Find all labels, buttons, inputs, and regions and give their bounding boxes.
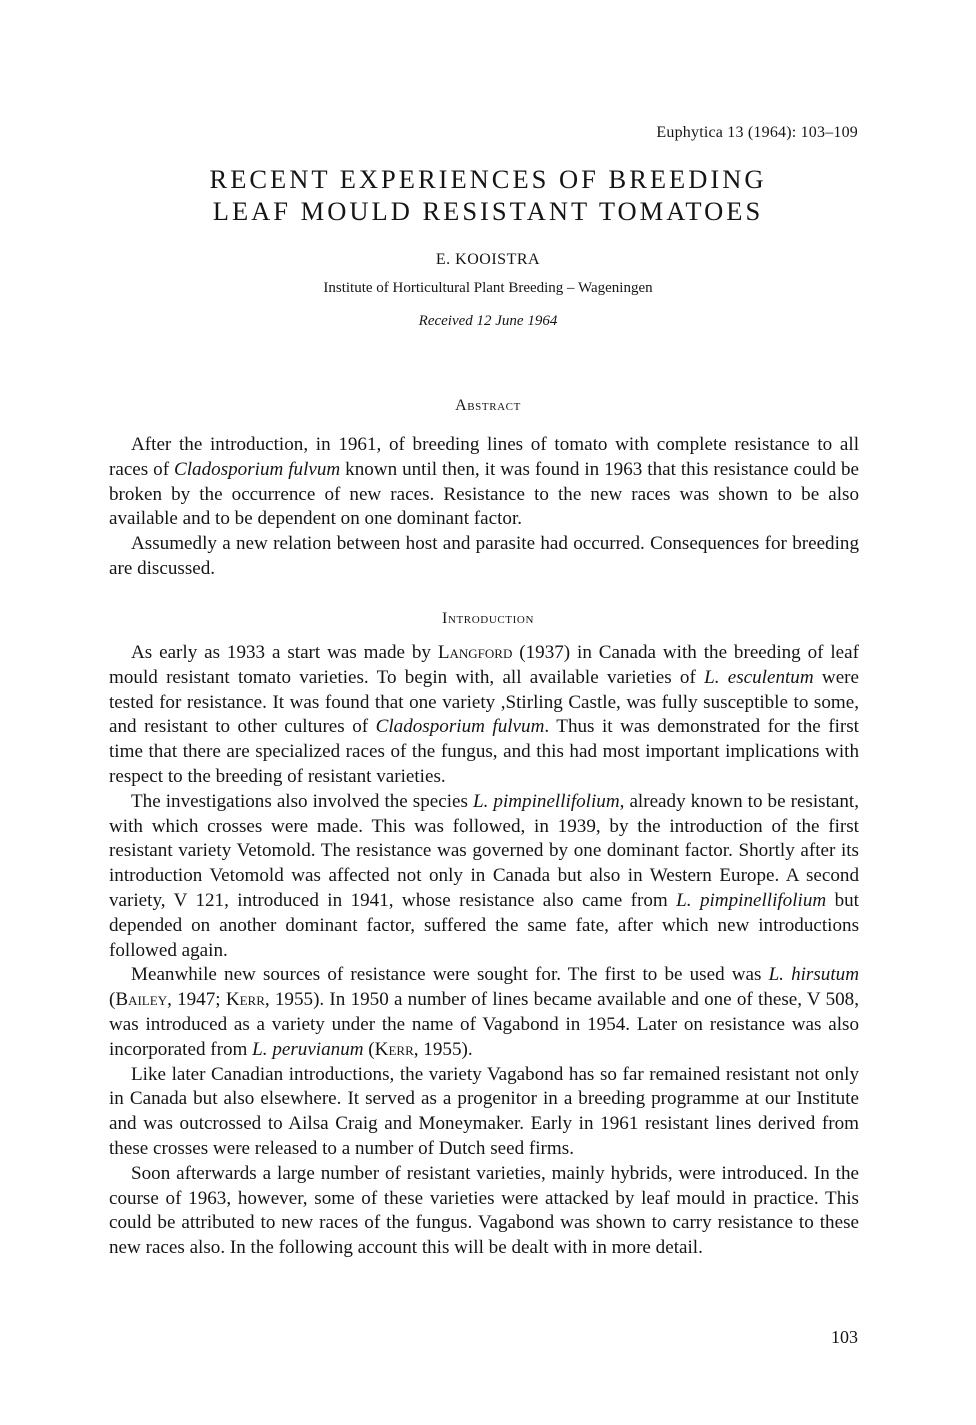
introduction-paragraph-5: Soon afterwards a large number of resistant varieties, mainly hybrids, were introduced. In the course of 1963, however, some of these varieties were attacked by leaf mould in practice. This could be attributed to new races of the fungus. Vagabond was shown to carry resistance to these new races also. In the following account this will be dealt with in more detail. bbox=[109, 1162, 859, 1259]
author-institute: Institute of Horticultural Plant Breeding – Wageningen bbox=[323, 280, 653, 296]
author-name: E. KOOISTRA bbox=[435, 251, 541, 268]
title-line-1: RECENT EXPERIENCES OF BREEDING bbox=[209, 164, 767, 194]
introduction-paragraph-2: The investigations also involved the species L. pimpinellifolium, already known to be resistant, with which crosses were made. This was followed, in 1939, by the introduction of the first resistant variety Vetomold. The resistance was governed by one dominant factor. Shortly after its introduction Vetomold was affected not only in Canada but also in Western Europe. A second variety, V 121, introduced in 1941, whose resistance also came from L. pimpinellifolium but depended on another dominant factor, suffered the same fate, after which new introductions followed again. bbox=[109, 790, 859, 961]
journal-reference: Euphytica 13 (1964): 103–109 bbox=[656, 124, 858, 141]
abstract-paragraph-1: After the introduction, in 1961, of breeding lines of tomato with complete resistance to all races of Cladosporium fulvum known until then, it was found in 1963 that this resistance could be broken by the occurrence of new races. Resistance to the new races was shown to be also available and to be dependent on one dominant factor. bbox=[109, 434, 859, 530]
introduction-body bbox=[109, 641, 859, 1261]
abstract-body bbox=[109, 433, 859, 582]
introduction-paragraph-4: Like later Canadian introductions, the variety Vagabond has so far remained resistant not only in Canada but also elsewhere. It served as a progenitor in a breeding programme at our Institute and was outcrossed to Ailsa Craig and Moneymaker. Early in 1961 resistant lines derived from these crosses were released to a number of Dutch seed firms. bbox=[109, 1063, 859, 1159]
introduction-heading: Introduction bbox=[442, 610, 534, 627]
abstract-heading: Abstract bbox=[455, 397, 521, 414]
article-title bbox=[0, 163, 976, 227]
introduction-paragraph-1: As early as 1933 a start was made by Langford (1937) in Canada with the breeding of leaf mould resistant tomato varieties. To begin with, all available varieties of L. esculentum were tested for resistance. It was found that one variety ,Stirling Castle, was fully susceptible to some, and resistant to other cultures of Cladosporium fulvum. Thus it was demonstrated for the first time that there are specialized races of the fungus, and this had most important implications with respect to the breeding of resistant varieties. bbox=[109, 642, 860, 787]
introduction-paragraph-3: Meanwhile new sources of resistance were sought for. The first to be used was L. hirsutum (Bailey, 1947; Kerr, 1955). In 1950 a number of lines became available and one of these, V 508, was introduced as a variety under the name of Vagabond in 1954. Later on resistance was also incorporated from L. peruvianum (Kerr, 1955). bbox=[109, 964, 859, 1060]
page-number: 103 bbox=[831, 1327, 858, 1347]
abstract-paragraph-2: Assumedly a new relation between host and parasite had occurred. Consequences for breeding are discussed. bbox=[109, 533, 859, 579]
title-line-2: LEAF MOULD RESISTANT TOMATOES bbox=[212, 196, 764, 226]
received-date: Received 12 June 1964 bbox=[418, 313, 558, 329]
